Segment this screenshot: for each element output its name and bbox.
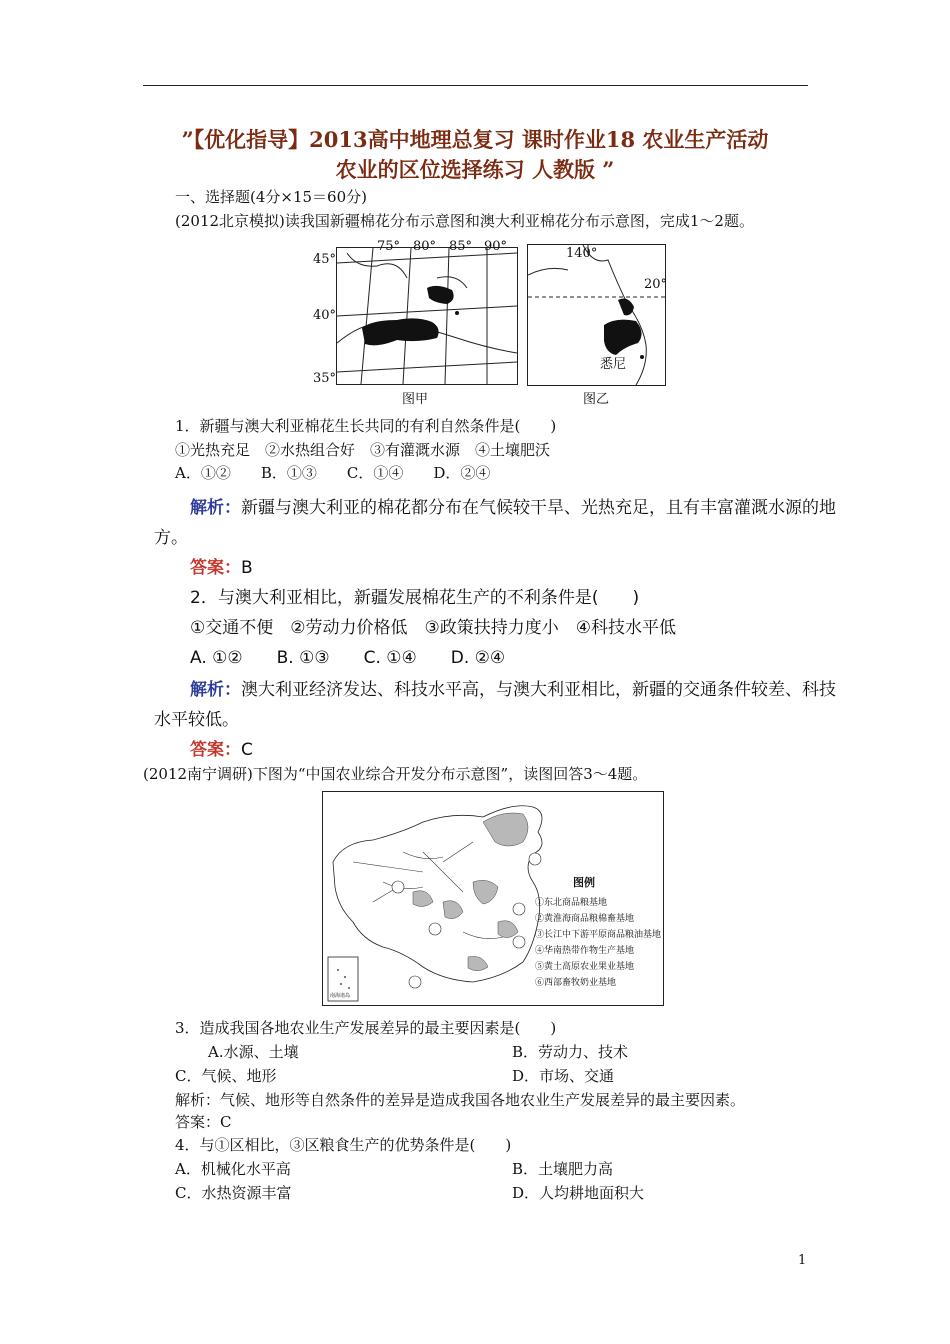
q2-items: ①交通不便 ②劳动力价格低 ③政策扶持力度小 ④科技水平低 [190,618,676,638]
q1-analysis [190,493,836,518]
q2-analysis-cont: 水平较低。 [154,710,239,730]
q3-stem: 3．造成我国各地农业生产发展差异的最主要因素是( ) [175,1019,557,1037]
australia-cotton-map [527,244,666,386]
q1-answer-label: 答案： [190,558,241,578]
lon-label-90: 90° [484,239,508,254]
intro-q3-4: (2012南宁调研)下图为“中国农业综合开发分布示意图”，读图回答3～4题。 [143,765,648,783]
intro-q1-2: (2012北京模拟)读我国新疆棉花分布示意图和澳大利亚棉花分布示意图，完成1～2题。 [175,212,754,230]
q1-analysis-text: 新疆与澳大利亚的棉花都分布在气候较干旱、光热充足，且有丰富灌溉水源的地 [241,498,836,518]
q4-option-a: A．机械化水平高 [175,1160,291,1178]
legend-item-3: ③长江中下游平原商品粮油基地 [535,930,662,940]
q3-option-d: D．市场、交通 [512,1067,615,1085]
lat-label-40: 40° [313,308,337,323]
q3-answer: 答案：C [175,1113,232,1131]
q2-analysis-text: 澳大利亚经济发达、科技水平高，与澳大利亚相比，新疆的交通条件较差、科技 [241,680,836,700]
q1-items: ①光热充足 ②水热组合好 ③有灌溉水源 ④土壤肥沃 [175,441,551,459]
south-sea-inset-label: 南海诸岛 [330,993,351,999]
header-rule [143,85,808,86]
lon-label-85: 85° [449,239,473,254]
q3-analysis: 解析：气候、地形等自然条件的差异是造成我国各地农业生产发展差异的最主要因素。 [175,1091,746,1109]
fig-caption-b: 图乙 [583,392,610,407]
q1-answer-value: B [241,558,253,578]
legend-item-5: ⑤黄土高原农业果业基地 [535,962,635,972]
legend-item-4: ④华南热带作物生产基地 [535,946,635,956]
legend-item-1: ①东北商品粮基地 [535,898,608,908]
q2-options: A. ①② B. ①③ C. ①④ D. ②④ [190,648,506,668]
q2-analysis-label: 解析： [190,680,241,700]
q4-option-b: B．土壤肥力高 [512,1160,614,1178]
page-number: 1 [798,1253,807,1268]
fig-caption-a: 图甲 [402,392,429,407]
q2-answer [190,735,253,760]
q2-stem: 2．与澳大利亚相比，新疆发展棉花生产的不利条件是( ) [190,588,640,608]
section-heading: 一、选择题(4分×15＝60分) [175,188,367,206]
title-line-1: ”【优化指导】2013高中地理总复习 课时作业18 农业生产活动 [181,127,769,152]
q2-answer-label: 答案： [190,740,241,760]
q1-analysis-cont: 方。 [154,528,188,548]
aus-lat-label: 20° [644,277,668,292]
lat-label-45: 45° [313,252,337,267]
xinjiang-cotton-map [336,247,518,385]
q2-analysis [190,675,836,700]
legend-title: 图例 [573,876,595,889]
q4-option-d: D．人均耕地面积大 [512,1184,645,1202]
lon-label-75: 75° [377,239,401,254]
title-line-2: 农业的区位选择练习 人教版 ” [335,157,615,182]
q1-stem: 1．新疆与澳大利亚棉花生长共同的有利自然条件是( ) [175,417,557,435]
lat-label-35: 35° [313,371,337,386]
legend-item-6: ⑥西部畜牧奶业基地 [535,978,617,988]
q3-option-b: B．劳动力、技术 [512,1043,629,1061]
q1-analysis-label: 解析： [190,498,241,518]
sydney-label: 悉尼 [600,357,627,372]
lon-label-80: 80° [413,239,437,254]
q3-option-a: A.水源、土壤 [208,1043,299,1061]
q1-answer [190,553,253,578]
q4-stem: 4．与①区相比，③区粮食生产的优势条件是( ) [175,1136,512,1154]
q4-option-c: C．水热资源丰富 [175,1184,292,1202]
china-agriculture-map [322,791,664,1006]
q3-option-c: C．气候、地形 [175,1067,277,1085]
legend-item-2: ②黄淮海商品粮棉畜基地 [535,914,635,924]
q2-answer-value: C [241,740,253,760]
aus-lon-label: 140° [566,246,598,261]
q1-options: A．①② B．①③ C．①④ D．②④ [175,464,491,482]
